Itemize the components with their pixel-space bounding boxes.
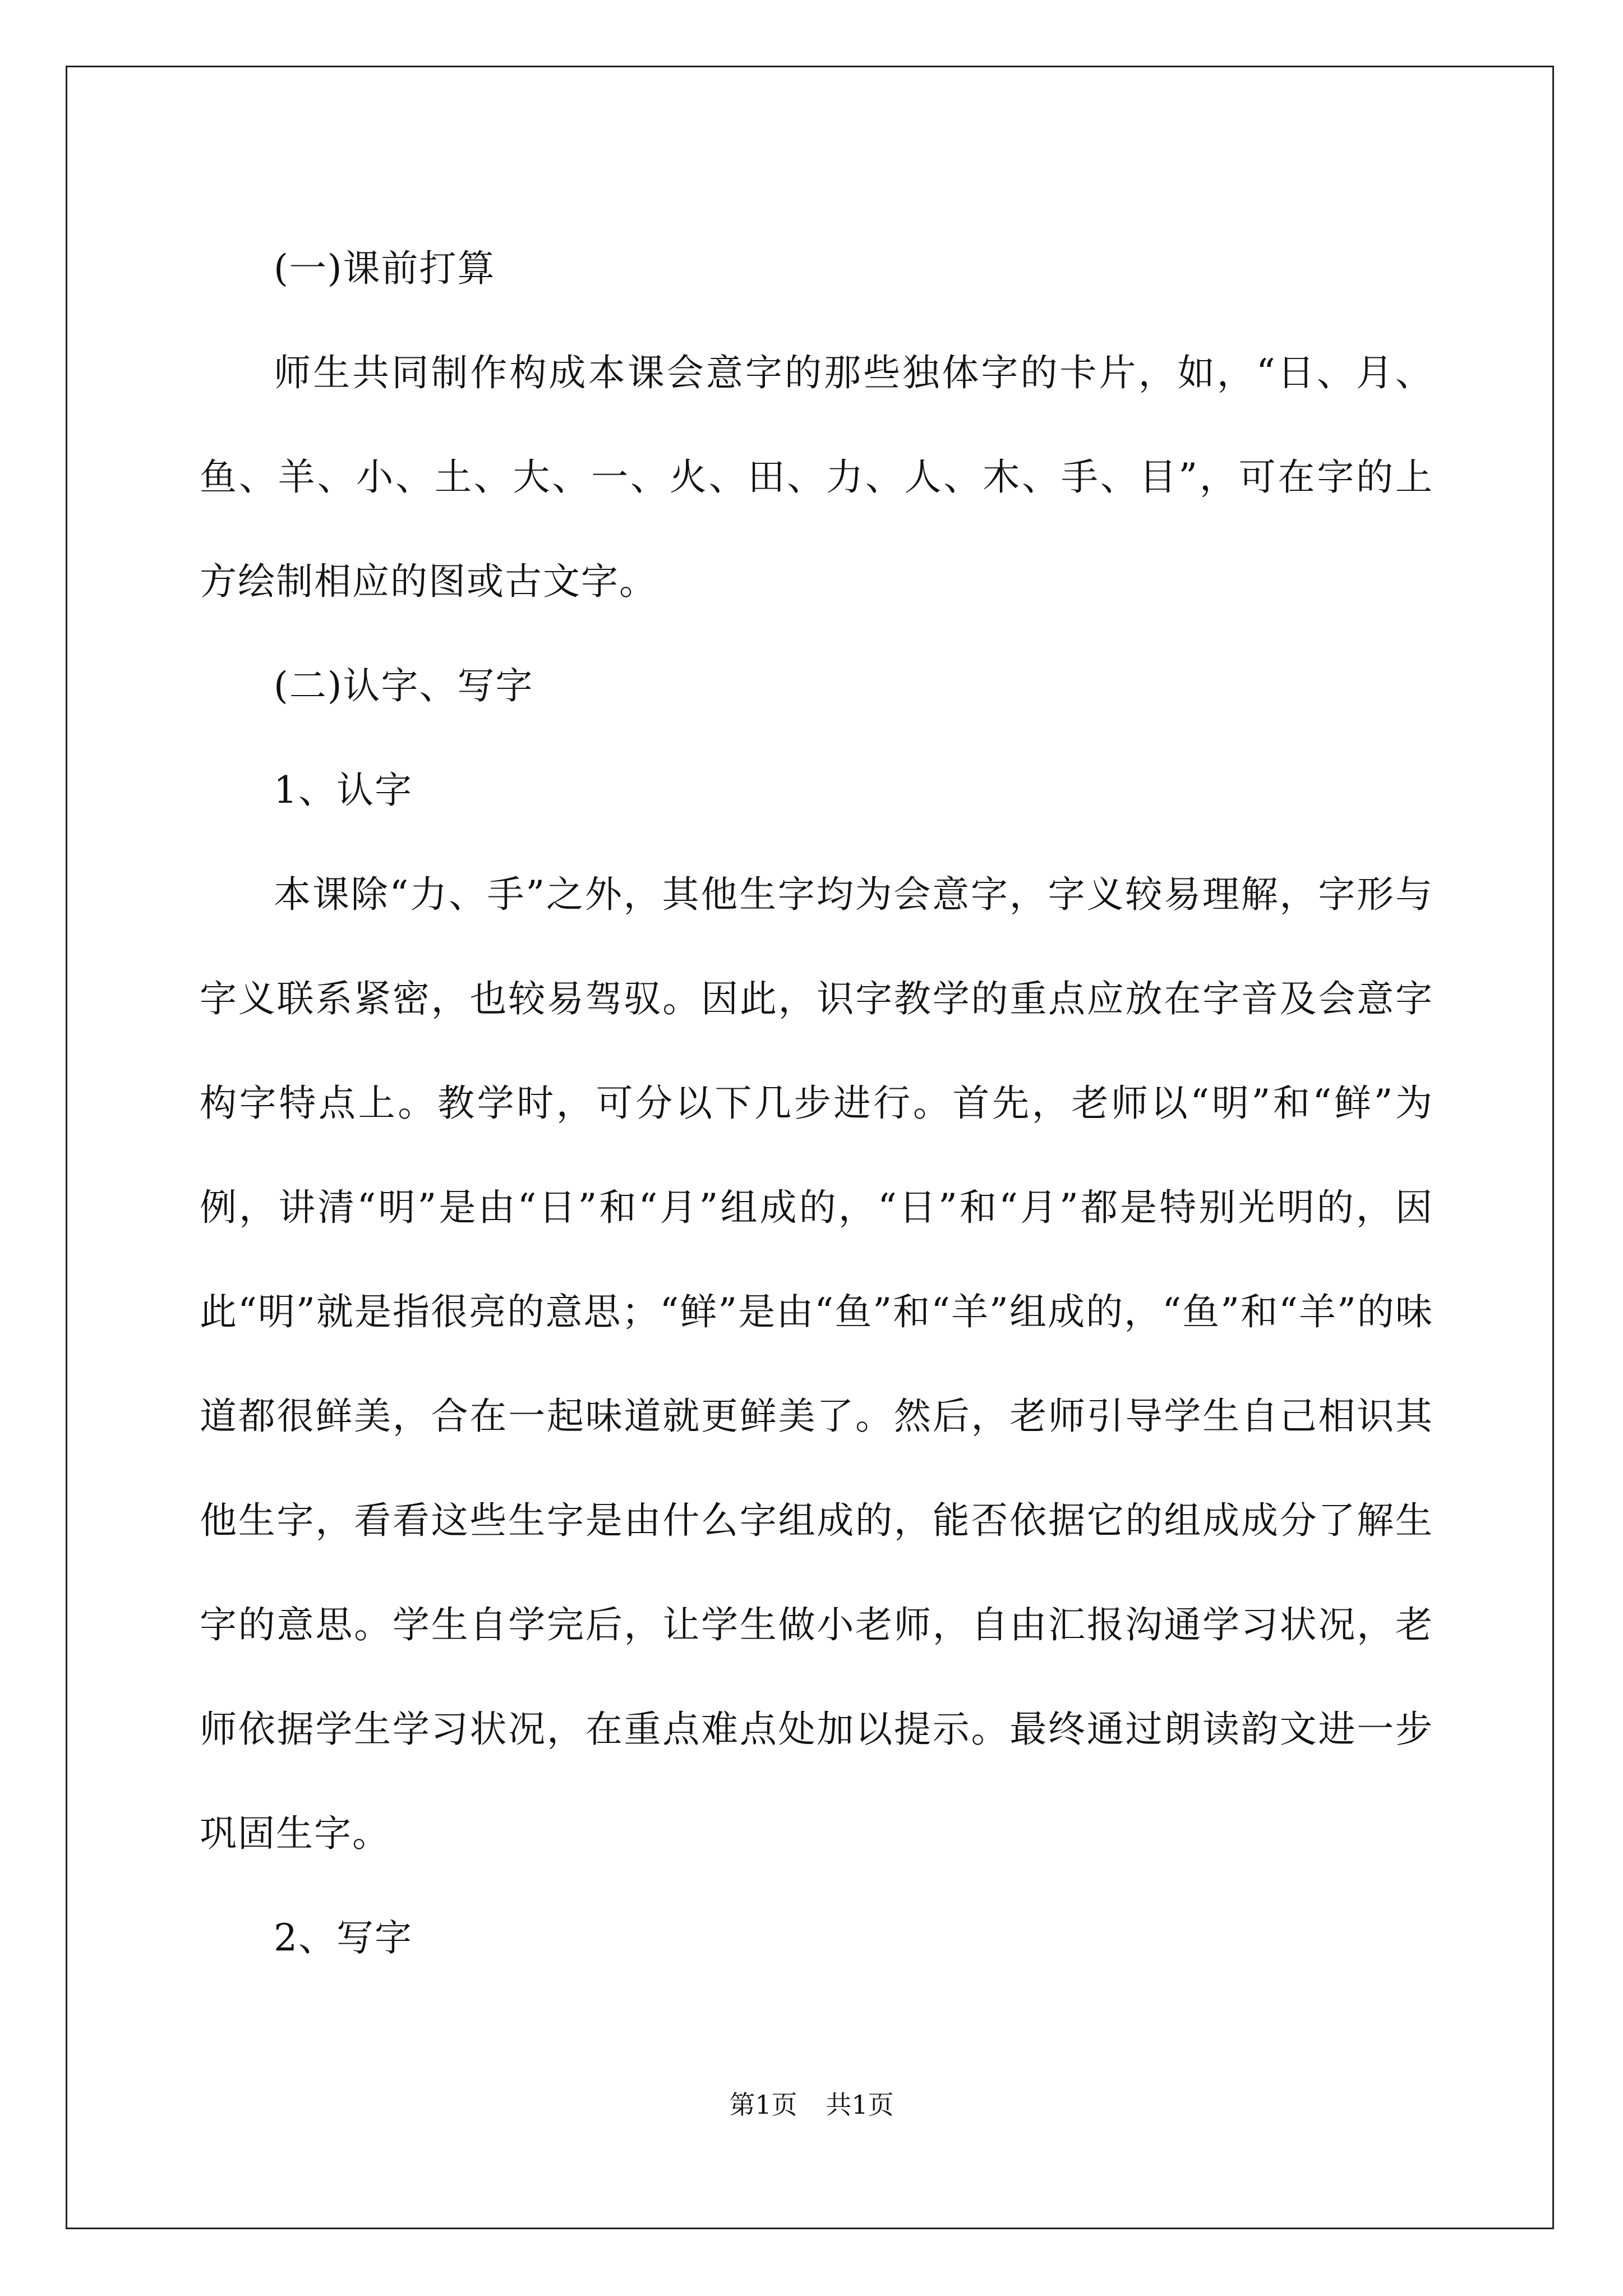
subheading-writing: 2、写字: [274, 1916, 413, 1959]
paragraph-card-making: 师生共同制作构成本课会意字的那些独体字的卡片，如，“日、月、鱼、羊、小、土、大、一、火、田、力、人、木、手、目”，可在字的上方绘制相应的图或古文字。: [200, 351, 1433, 603]
page-number: 第1页: [729, 2090, 797, 2120]
subheading-reading: 1、认字: [274, 769, 413, 812]
paragraph-reading-method: 本课除“力、手”之外，其他生字均为会意字，字义较易理解，字形与字义联系紧密，也较易驾驭。因此，识字教学的重点应放在字音及会意字构字特点上。教学时，可分以下几步进行。首先，老师以“明”和“鲜”为例，讲清“明”是由“日”和“月”组成的，“日”和“月”都是特别光明的，因此“明”就是指很亮的意思；“鲜”是由“鱼”和“羊”组成的，“鱼”和“羊”的味道都很鲜美，合在一起味道就更鲜美了。然后，老师引导学生自己相识其他生字，看看这些生字是由什么字组成的，能否依据它的组成成分了解生字的意思。学生自学完后，让学生做小老师，自由汇报沟通学习状况，老师依据学生学习状况，在重点难点处加以提示。最终通过朗读韵文进一步巩固生字。: [200, 873, 1433, 1855]
section-heading-preparation: (一)课前打算: [274, 247, 496, 290]
page-footer: [0, 2088, 1623, 2122]
page-total: 共1页: [826, 2090, 894, 2120]
section-heading-reading-writing: (二)认字、写字: [274, 664, 534, 707]
document-body: [200, 217, 1433, 1990]
